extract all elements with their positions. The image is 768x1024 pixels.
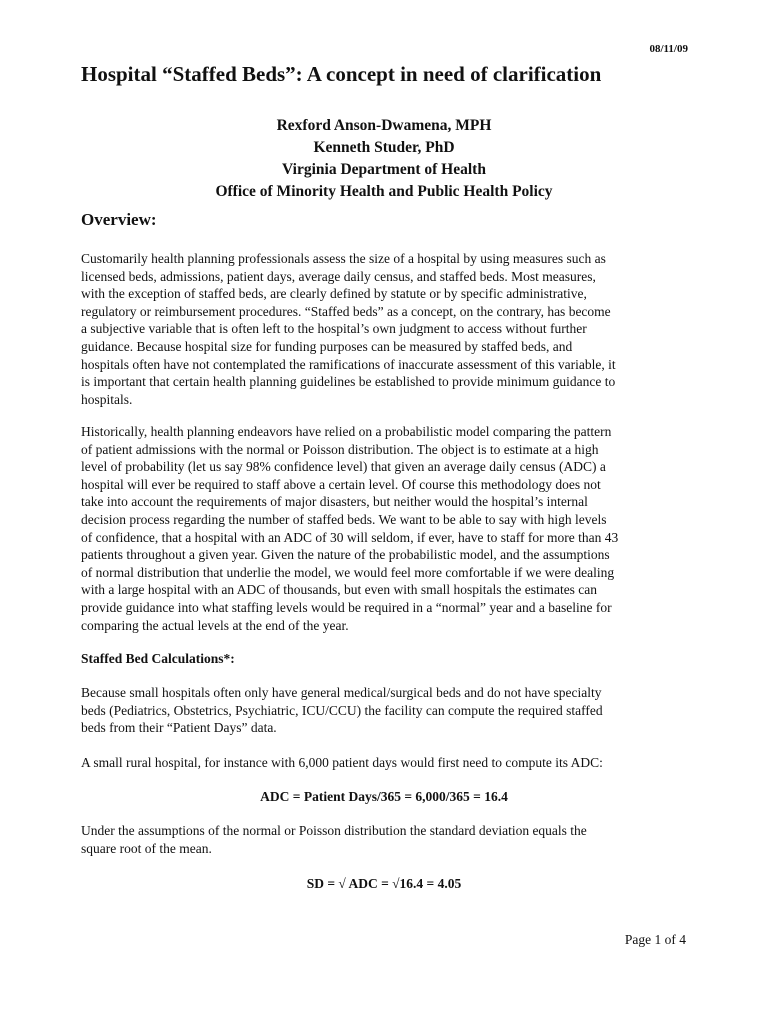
text-line: of patient admissions with the normal or Poisson distribution. The object is to estimate at a high bbox=[81, 441, 599, 457]
text-line: hospitals often have not contemplated the ramifications of inaccurate assessment of this variable, it bbox=[81, 356, 616, 372]
text-line: of confidence, that a hospital with an ADC of 30 will seldom, if ever, have to staff for more than 43 bbox=[81, 529, 619, 545]
paragraph-4 bbox=[81, 754, 603, 772]
page-number: Page 1 of 4 bbox=[624, 932, 686, 947]
paragraph-2 bbox=[81, 423, 618, 634]
text-line: square root of the mean. bbox=[81, 840, 212, 856]
text-line: provide guidance into what staffing levels would be required in a “normal” year and a baseline for bbox=[81, 599, 612, 615]
staffed-bed-calculations-heading: Staffed Bed Calculations*: bbox=[81, 651, 235, 666]
adc-equation: ADC = Patient Days/365 = 6,000/365 = 16.4 bbox=[260, 789, 508, 804]
text-line: with the exception of staffed beds, are clearly defined by statute or by specific administrative, bbox=[81, 286, 587, 302]
text-line: Because small hospitals often only have general medical/surgical beds and do not have specialty bbox=[81, 685, 602, 700]
text-line: guidance. Because hospital size for funding purposes can be measured by staffed beds, and bbox=[81, 338, 573, 354]
paragraph-3 bbox=[81, 684, 603, 737]
author-block bbox=[0, 115, 768, 203]
text-line: comparing the actual levels at the end of the year. bbox=[81, 617, 349, 633]
text-line: hospitals. bbox=[81, 391, 133, 407]
paragraph-1 bbox=[81, 250, 616, 408]
document-date: 08/11/09 bbox=[649, 43, 688, 55]
text-line: Historically, health planning endeavors have relied on a probabilistic model comparing the pattern bbox=[81, 424, 612, 439]
author-affiliation: Virginia Department of Health bbox=[282, 161, 486, 178]
text-line: take into account the requirements of major disasters, but neither would the hospital’s internal bbox=[81, 494, 588, 510]
text-line: licensed beds, admissions, patient days, average daily census, and staffed beds. Most measures, bbox=[81, 268, 596, 284]
author-line: Kenneth Studer, PhD bbox=[313, 139, 455, 156]
author-office: Office of Minority Health and Public Health Policy bbox=[215, 183, 553, 200]
document-title: Hospital “Staffed Beds”: A concept in need of clarification bbox=[81, 62, 602, 86]
sd-equation: SD = √ ADC = √16.4 = 4.05 bbox=[306, 876, 462, 891]
text-line: decision process regarding the number of staffed beds. We want to be able to say with high levels bbox=[81, 511, 607, 527]
text-line: Under the assumptions of the normal or Poisson distribution the standard deviation equals the bbox=[81, 823, 587, 838]
text-line: of normal distribution that underlie the model, we would feel more comfortable if we were dealing bbox=[81, 564, 615, 580]
author-line: Rexford Anson-Dwamena, MPH bbox=[276, 117, 492, 134]
text-line: regulatory or reimbursement procedures. “Staffed beds” as a concept, on the contrary, has become bbox=[81, 303, 611, 319]
text-line: patients throughout a given year. Given the nature of the probabilistic model, and the assumptions bbox=[81, 547, 610, 563]
text-line: hospital will ever be required to staff above a certain level. Of course this methodology does not bbox=[81, 476, 601, 492]
text-line: level of probability (let us say 98% confidence level) that given an average daily census (ADC) a bbox=[81, 459, 606, 475]
overview-heading: Overview: bbox=[81, 210, 157, 229]
paragraph-5 bbox=[81, 822, 587, 857]
text-line: Customarily health planning professionals assess the size of a hospital by using measures such as bbox=[81, 251, 606, 266]
text-line: beds from their “Patient Days” data. bbox=[81, 720, 277, 736]
text-line: beds (Pediatrics, Obstetrics, Psychiatric, ICU/CCU) the facility can compute the required staffed bbox=[81, 702, 603, 718]
text-line: is important that certain health planning guidelines be established to provide minimum guidance to bbox=[81, 374, 616, 390]
text-line: a subjective variable that is often left to the hospital’s own judgment to access without further bbox=[81, 321, 587, 337]
text-line: A small rural hospital, for instance with 6,000 patient days would first need to compute its ADC: bbox=[81, 755, 603, 770]
text-line: with a large hospital with an ADC of thousands, but even with small hospitals the estimates can bbox=[81, 582, 598, 598]
